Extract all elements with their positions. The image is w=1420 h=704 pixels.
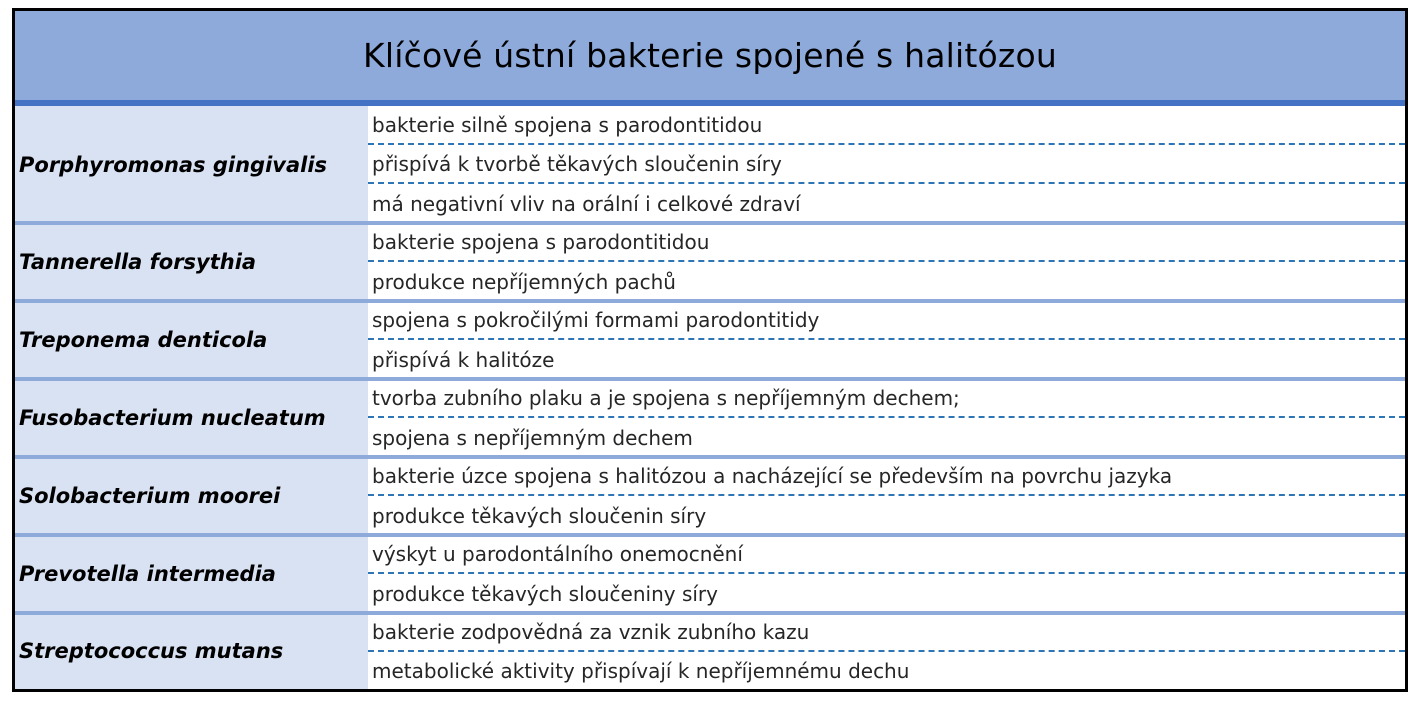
description-cell: má negativní vliv na orální i celkové zdraví bbox=[372, 191, 801, 216]
table-group bbox=[15, 379, 1405, 457]
bacteria-name: Solobacterium moorei bbox=[19, 484, 281, 508]
description-cell: přispívá k halitóze bbox=[372, 347, 555, 372]
description-cell: bakterie úzce spojena s halitózou a nacházející se především na povrchu jazyka bbox=[368, 457, 1405, 496]
bacteria-name: Treponema denticola bbox=[19, 328, 268, 352]
description-cell: produkce nepříjemných pachů bbox=[372, 269, 676, 294]
bacteria-name: Prevotella intermedia bbox=[19, 562, 276, 586]
description-cell: bakterie zodpovědná za vznik zubního kazu bbox=[368, 613, 1405, 652]
bacteria-name-cell bbox=[15, 613, 368, 689]
description-cell: bakterie silně spojena s parodontitidou bbox=[368, 106, 1405, 145]
table-group bbox=[15, 457, 1405, 535]
bacteria-name-cell bbox=[15, 535, 368, 613]
description-cell: tvorba zubního plaku a je spojena s nepříjemným dechem; bbox=[368, 379, 1405, 418]
description-cell: produkce těkavých sloučeniny síry bbox=[372, 581, 718, 606]
description-cell: spojena s pokročilými formami parodontitidy bbox=[368, 301, 1405, 340]
description-cell: metabolické aktivity přispívají k nepříjemnému dechu bbox=[372, 658, 910, 683]
bacteria-name-cell bbox=[15, 223, 368, 301]
description-cell: výskyt u parodontálního onemocnění bbox=[368, 535, 1405, 574]
description-column bbox=[368, 613, 1405, 689]
description-cell: bakterie spojena s parodontitidou bbox=[368, 223, 1405, 262]
table-group bbox=[15, 106, 1405, 223]
bacteria-name-cell bbox=[15, 301, 368, 379]
description-column bbox=[368, 106, 1405, 223]
table-group bbox=[15, 223, 1405, 301]
bacteria-name: Streptococcus mutans bbox=[19, 639, 284, 663]
bacteria-name-cell bbox=[15, 379, 368, 457]
description-column bbox=[368, 457, 1405, 535]
page-title: Klíčové ústní bakterie spojené s halitózou bbox=[363, 36, 1057, 75]
bacteria-name-cell bbox=[15, 457, 368, 535]
table-group bbox=[15, 301, 1405, 379]
description-column bbox=[368, 223, 1405, 301]
bacteria-name-cell bbox=[15, 106, 368, 223]
description-cell: spojena s nepříjemným dechem bbox=[372, 425, 693, 450]
description-cell: produkce těkavých sloučenin síry bbox=[372, 503, 707, 528]
description-column bbox=[368, 379, 1405, 457]
bacteria-table bbox=[15, 106, 1405, 689]
description-cell: přispívá k tvorbě těkavých sloučenin síry bbox=[368, 145, 1405, 184]
table-frame bbox=[12, 8, 1408, 692]
description-column bbox=[368, 301, 1405, 379]
title-bar bbox=[15, 11, 1405, 100]
bacteria-name: Tannerella forsythia bbox=[19, 250, 257, 274]
bacteria-name: Fusobacterium nucleatum bbox=[19, 406, 326, 430]
description-column bbox=[368, 535, 1405, 613]
table-group bbox=[15, 535, 1405, 613]
table-group bbox=[15, 613, 1405, 689]
bacteria-name: Porphyromonas gingivalis bbox=[19, 152, 328, 177]
